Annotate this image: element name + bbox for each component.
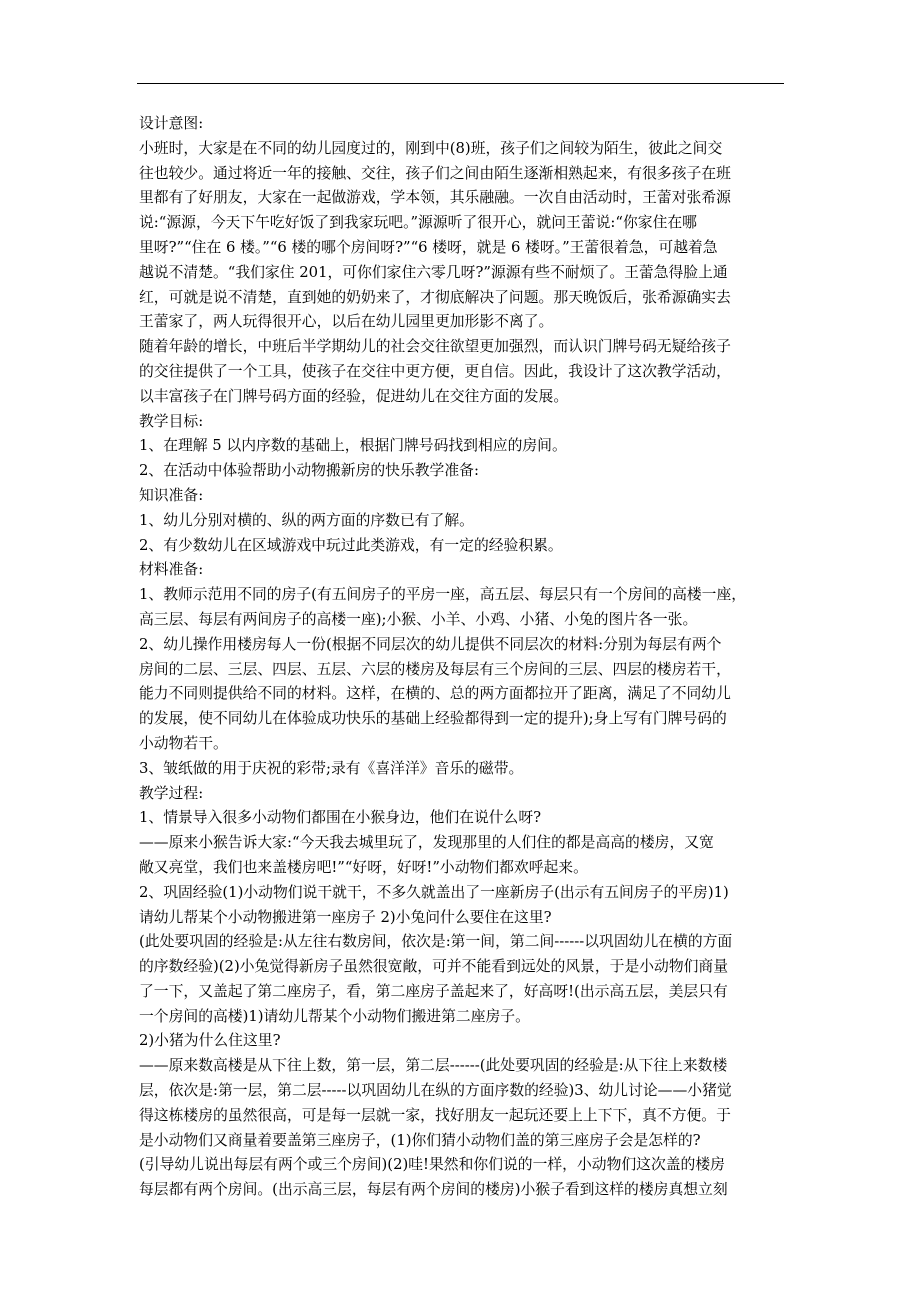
text-line: 3、皱纸做的用于庆祝的彩带;录有《喜洋洋》音乐的磁带。: [139, 759, 524, 777]
text-line: ——原来小猴告诉大家:“今天我去城里玩了，发现那里的人们住的都是高高的楼房，又宽: [139, 834, 714, 852]
text-line: 以丰富孩子在门牌号码方面的经验，促进幼儿在交往方面的发展。: [139, 387, 569, 405]
text-line: (此处要巩固的经验是:从左往右数房间，依次是:第一间，第二间------以巩固幼儿在横的方面: [139, 933, 733, 951]
text-line: 随着年龄的增长，中班后半学期幼儿的社会交往欲望更加强烈，而认识门牌号码无疑给孩子: [139, 338, 731, 356]
text-line: 2、巩固经验(1)小动物们说干就干，不多久就盖出了一座新房子(出示有五间房子的平房)1): [139, 883, 729, 901]
text-line: 小动物若干。: [139, 734, 228, 752]
text-line: 能力不同则提供给不同的材料。这样，在横的、总的两方面都拉开了距离，满足了不同幼儿: [139, 685, 731, 703]
text-line: 高三层、每层有两间房子的高楼一座);小猴、小羊、小鸡、小猪、小兔的图片各一张。: [139, 610, 698, 628]
text-line: 是小动物们又商量着要盖第三座房子，(1)你们猜小动物们盖的第三座房子会是怎样的?: [139, 1131, 701, 1149]
text-line: 里呀?”“住在 6 楼。”“6 楼的哪个房间呀?”“6 楼呀，就是 6 楼呀。”王蕾很着急，可越着急: [139, 238, 718, 256]
document-body: [139, 112, 787, 1203]
text-line: 说:“源源，今天下午吃好饭了到我家玩吧。”源源听了很开心，就问王蕾说:“你家住在哪: [139, 214, 697, 232]
text-line: 层，依次是:第一层，第二层-----以巩固幼儿在纵的方面序数的经验)3、幼儿讨论——小猪觉: [139, 1082, 732, 1100]
text-line: 2、幼儿操作用楼房每人一份(根据不同层次的幼儿提供不同层次的材料:分别为每层有两个: [139, 635, 722, 653]
text-line: 1、教师示范用不同的房子(有五间房子的平房一座，高五层、每层只有一个房间的高楼一座，: [139, 586, 747, 604]
text-line: 小班时，大家是在不同的幼儿园度过的，刚到中(8)班，孩子们之间较为陌生，彼此之间交: [139, 139, 723, 157]
text-line: 请幼儿帮某个小动物搬进第一座房子 2)小兔问什么要住在这里?: [139, 908, 552, 926]
text-line: (引导幼儿说出每层有两个或三个房间)(2)哇!果然和你们说的一样，小动物们这次盖的楼房: [139, 1156, 725, 1174]
text-line: 越说不清楚。“我们家住 201，可你们家住六零几呀?”源源有些不耐烦了。王蕾急得脸上通: [139, 263, 728, 281]
text-line: 2、有少数幼儿在区域游戏中玩过此类游戏，有一定的经验积累。: [139, 536, 563, 554]
text-line: 了一下，又盖起了第二座房子，看，第二座房子盖起来了，好高呀!(出示高五层，美层只有: [139, 982, 728, 1000]
text-line: 红，可就是说不清楚，直到她的奶奶来了，才彻底解决了问题。那天晚饭后，张希源确实去: [139, 288, 731, 306]
text-line: 教学过程:: [139, 784, 204, 802]
text-line: 1、情景导入很多小动物们都围在小猴身边，他们在说什么呀?: [139, 809, 542, 827]
text-line: 的发展，使不同幼儿在体验成功快乐的基础上经验都得到一定的提升);身上写有门牌号码的: [139, 710, 727, 728]
text-line: 教学目标:: [139, 412, 204, 430]
text-line: ——原来数高楼是从下往上数，第一层，第二层------(此处要巩固的经验是:从下往上来数楼: [139, 1057, 728, 1075]
text-line: 往也较少。通过将近一年的接触、交往，孩子们之间由陌生逐渐相熟起来，有很多孩子在班: [139, 164, 731, 182]
text-line: 2、在活动中体验帮助小动物搬新房的快乐教学准备:: [139, 462, 479, 480]
text-line: 设计意图:: [139, 115, 204, 132]
header-rule: [137, 83, 784, 84]
text-line: 每层都有两个房间。(出示高三层，每层有两个房间的楼房)小猴子看到这样的楼房真想立刻: [139, 1181, 728, 1199]
text-line: 得这栋楼房的虽然很高，可是每一层就一家，找好朋友一起玩还要上上下下，真不方便。于: [139, 1106, 731, 1124]
text-line: 里都有了好朋友，大家在一起做游戏，学本领，其乐融融。一次自由活动时，王蕾对张希源: [139, 189, 731, 207]
text-line: 知识准备:: [139, 486, 204, 504]
text-line: 的序数经验)(2)小兔觉得新房子虽然很宽敞，可并不能看到远处的风景，于是小动物们商量: [139, 958, 729, 976]
text-line: 1、在理解 5 以内序数的基础上，根据门牌号码找到相应的房间。: [139, 437, 567, 455]
text-line: 一个房间的高楼)1)请幼儿帮某个小动物们搬进第二座房子。: [139, 1007, 530, 1025]
text-line: 2)小猪为什么住这里?: [139, 1032, 281, 1050]
text-line: 的交往提供了一个工具，使孩子在交往中更方便，更自信。因此，我设计了这次教学活动，: [139, 362, 731, 380]
text-line: 1、幼儿分别对横的、纵的两方面的序数已有了解。: [139, 511, 474, 529]
text-line: 敞又亮堂，我们也来盖楼房吧!”“好呀，好呀!”小动物们都欢呼起来。: [139, 858, 588, 876]
text-line: 材料准备:: [139, 561, 204, 579]
text-line: 王蕾家了，两人玩得很开心，以后在幼儿园里更加形影不离了。: [139, 313, 554, 331]
text-line: 房间的二层、三层、四层、五层、六层的楼房及每层有三个房间的三层、四层的楼房若干，: [139, 660, 731, 678]
